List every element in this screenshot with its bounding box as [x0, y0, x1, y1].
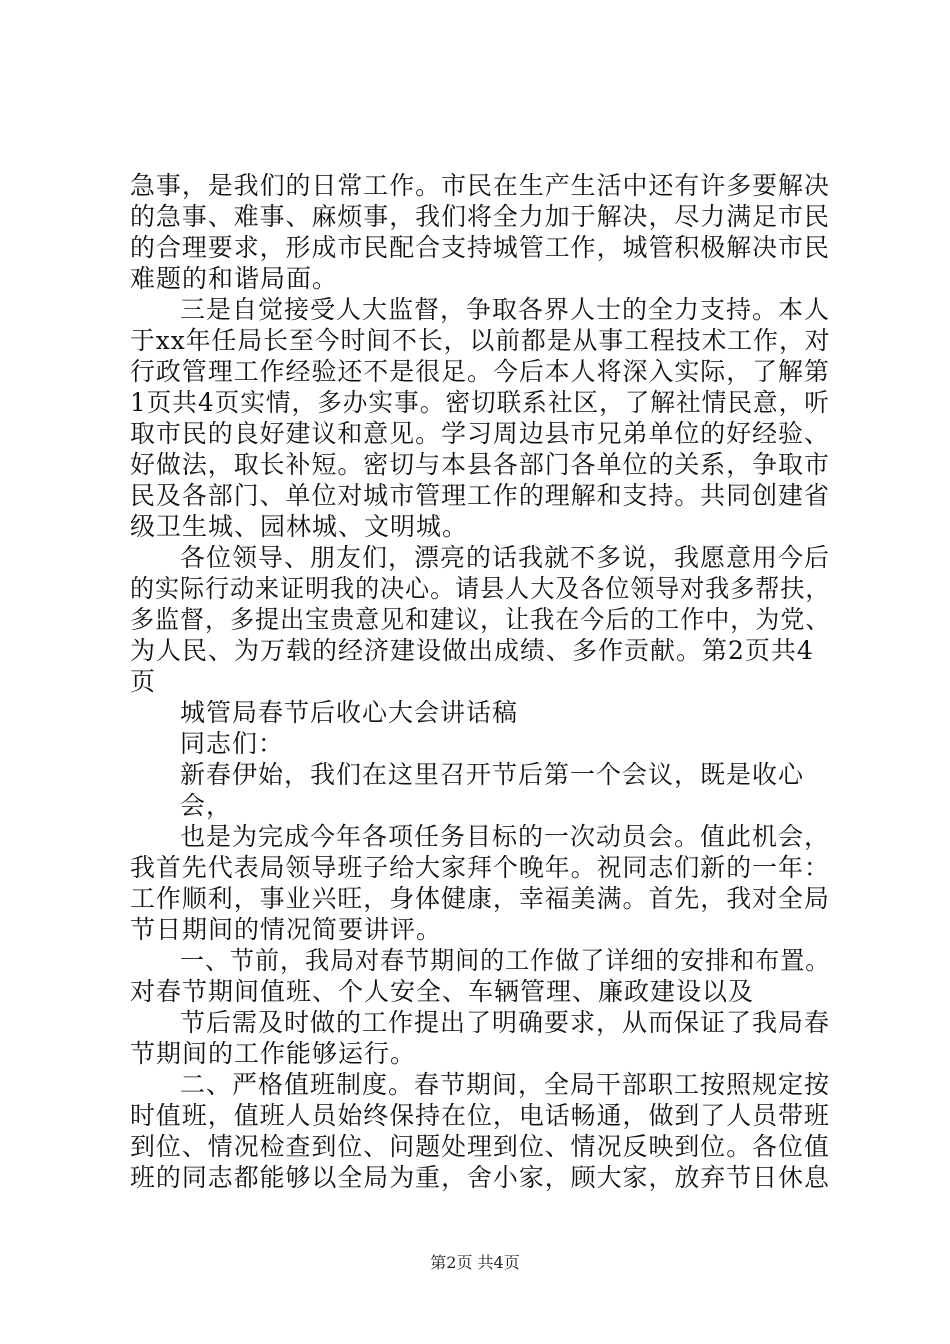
text-line: 节后需及时做的工作提出了明确要求，从而保证了我局春 [180, 1008, 831, 1037]
text-line: 为人民、为万载的经济建设做出成绩、多作贡献。第2页共4 [130, 636, 814, 665]
section-title: 城管局春节后收心大会讲话稿 [180, 698, 519, 727]
text-line: 于xx年任局长至今时间不长，以前都是从事工程技术工作，对 [130, 326, 831, 355]
text-line: 的急事、难事、麻烦事，我们将全力加于解决，尽力满足市民 [130, 202, 830, 231]
text-line: 难题的和谐局面。 [130, 264, 339, 293]
salutation: 同志们： [180, 729, 285, 758]
text-line: 急事，是我们的日常工作。市民在生产生活中还有许多要解决 [130, 171, 830, 200]
text-line: 节期间的工作能够运行。 [130, 1039, 417, 1068]
text-line: 到位、情况检查到位、问题处理到位、情况反映到位。各位值 [130, 1132, 830, 1161]
text-line: 多监督，多提出宝贵意见和建议，让我在今后的工作中，为党、 [130, 605, 831, 634]
text-line: 也是为完成今年各项任务目标的一次动员会。值此机会， [180, 822, 831, 851]
text-line: 民及各部门、单位对城市管理工作的理解和支持。共同创建省 [130, 481, 830, 510]
text-line: 班的同志都能够以全局为重，舍小家，顾大家，放弃节日休息 [130, 1163, 830, 1192]
text-line: 的合理要求，形成市民配合支持城管工作，城管积极解决市民 [130, 233, 830, 262]
text-line: 取市民的良好建议和意见。学习周边县市兄弟单位的好经验、 [130, 419, 830, 448]
text-line: 页 [130, 667, 157, 696]
text-line: 我首先代表局领导班子给大家拜个晚年。祝同志们新的一年： [130, 853, 830, 882]
text-line: 一、节前，我局对春节期间的工作做了详细的安排和布置。 [180, 946, 831, 975]
text-line: 二、严格值班制度。春节期间，全局干部职工按照规定按 [180, 1070, 831, 1099]
text-line: 对春节期间值班、个人安全、车辆管理、廉政建设以及 [130, 977, 755, 1006]
text-line: 行政管理工作经验还不是很足。今后本人将深入实际，了解第 [130, 357, 830, 386]
text-line: 时值班，值班人员始终保持在位，电话畅通，做到了人员带班 [130, 1101, 830, 1130]
text-line: 工作顺利，事业兴旺，身体健康，幸福美满。首先，我对全局 [130, 884, 830, 913]
text-line: 三是自觉接受人大监督，争取各界人士的全力支持。本人 [180, 295, 831, 324]
page-footer: 第2页 共4页 [430, 1253, 520, 1272]
text-line: 新春伊始，我们在这里召开节后第一个会议，既是收心 [180, 760, 805, 789]
text-line: 1页共4页实情，多办实事。密切联系社区，了解社情民意，听 [130, 388, 830, 417]
text-line: 节日期间的情况简要讲评。 [130, 915, 443, 944]
text-line: 级卫生城、园林城、文明城。 [130, 512, 469, 541]
text-line: 的实际行动来证明我的决心。请县人大及各位领导对我多帮扶， [130, 574, 831, 603]
text-line: 好做法，取长补短。密切与本县各部门各单位的关系，争取市 [130, 450, 830, 479]
text-line: 各位领导、朋友们，漂亮的话我就不多说，我愿意用今后 [180, 543, 831, 572]
text-line: 会， [180, 791, 233, 820]
